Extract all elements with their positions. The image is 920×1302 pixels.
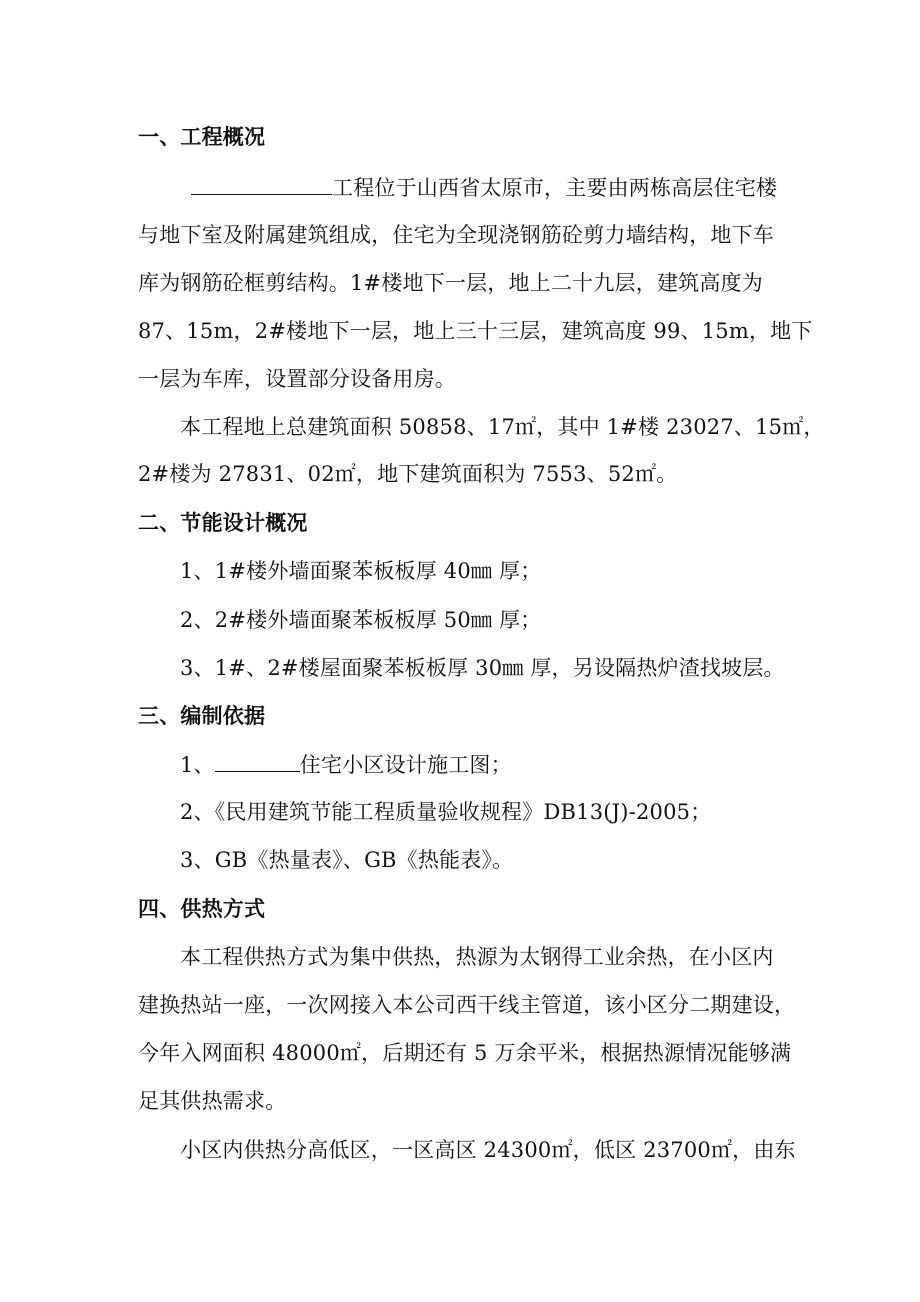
paragraph-line: 今年入网面积 48000㎡，后期还有 5 万余平米，根据热源情况能够满 [138, 1041, 792, 1065]
section-heading-basis: 三、编制依据 [138, 704, 266, 728]
list-item: 3、GB《热量表》、GB《热能表》。 [180, 848, 514, 872]
paragraph-line: 建换热站一座，一次网接入本公司西干线主管道，该小区分二期建设， [138, 993, 796, 1017]
list-item: 1、1#楼外墙面聚苯板板厚 40㎜ 厚； [180, 559, 542, 583]
section-heading-overview: 一、工程概况 [138, 125, 266, 149]
paragraph-line: 本工程供热方式为集中供热，热源为太钢得工业余热，在小区内 [180, 945, 774, 969]
paragraph-line: 本工程地上总建筑面积 50858、17㎡，其中 1#楼 23027、15㎡， [180, 415, 825, 439]
paragraph-line [191, 172, 777, 203]
list-item: 2、2#楼外墙面聚苯板板厚 50㎜ 厚； [180, 608, 542, 632]
paragraph-line: 足其供热需求。 [138, 1089, 287, 1113]
section-heading-heating: 四、供热方式 [138, 897, 266, 921]
paragraph-line: 2#楼为 27831、02㎡，地下建筑面积为 7553、52㎡。 [138, 462, 678, 486]
paragraph-line: 小区内供热分高低区，一区高区 24300㎡，低区 23700㎡，由东 [180, 1138, 796, 1162]
section-heading-energy-design: 二、节能设计概况 [138, 511, 308, 535]
paragraph-line: 与地下室及附属建筑组成，住宅为全现浇钢筋砼剪力墙结构，地下车 [138, 223, 774, 247]
blank-project-name [191, 172, 332, 195]
paragraph-line: 87、15m，2#楼地下一层，地上三十三层，建筑高度 99、15m，地下 [138, 319, 813, 343]
paragraph-line: 一层为车库，设置部分设备用房。 [138, 367, 456, 391]
blank-community-name [215, 749, 300, 772]
list-item-text: 住宅小区设计施工图； [299, 753, 512, 777]
list-item: 3、1#、2#楼屋面聚苯板板厚 30㎜ 厚，另设隔热炉渣找坡层。 [180, 656, 785, 680]
list-item [180, 749, 512, 780]
list-item: 2、《民用建筑节能工程质量验收规程》DB13(J)-2005； [180, 800, 712, 824]
list-item-prefix: 1、 [180, 753, 215, 777]
paragraph-text: 工程位于山西省太原市，主要由两栋高层住宅楼 [332, 176, 778, 200]
paragraph-line: 库为钢筋砼框剪结构。1#楼地下一层，地上二十九层，建筑高度为 [138, 271, 763, 295]
